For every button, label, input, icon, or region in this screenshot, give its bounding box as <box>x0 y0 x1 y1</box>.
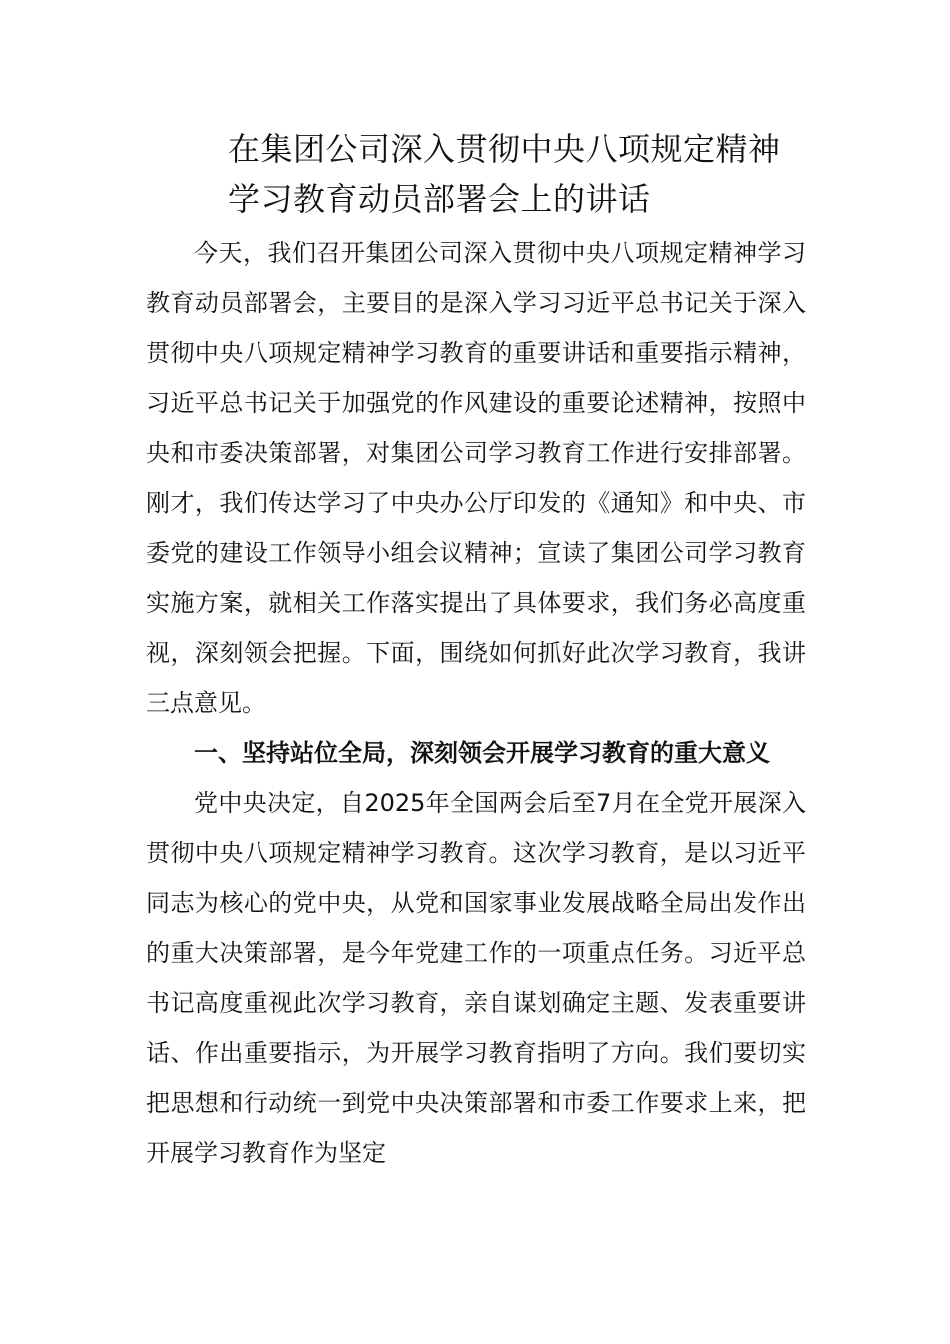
document-title: 在集团公司深入贯彻中央八项规定精神学习教育动员部署会上的讲话 <box>228 130 781 218</box>
section-heading: 一、坚持站位全局，深刻领会开展学习教育的重大意义 <box>194 739 770 767</box>
document-body <box>146 228 806 1178</box>
intro-paragraph: 今天，我们召开集团公司深入贯彻中央八项规定精神学习教育动员部署会，主要目的是深入学习习近平总书记关于深入贯彻中央八项规定精神学习教育的重要讲话和重要指示精神，习近平总书记关于加强党的作风建设的重要论述精神，按照中央和市委决策部署，对集团公司学习教育工作进行安排部署。刚才，我们传达学习了中央办公厅印发的《通知》和中央、市委党的建设工作领导小组会议精神；宣读了集团公司学习教育实施方案，就相关工作落实提出了具体要求，我们务必高度重视，深刻领会把握。下面，围绕如何抓好此次学习教育，我讲三点意见。 <box>146 239 806 717</box>
section-paragraph: 党中央决定，自2025年全国两会后至7月在全党开展深入贯彻中央八项规定精神学习教育。这次学习教育，是以习近平同志为核心的党中央，从党和国家事业发展战略全局出发作出的重大决策部署，是今年党建工作的一项重点任务。习近平总书记高度重视此次学习教育，亲自谋划确定主题、发表重要讲话、作出重要指示，为开展学习教育指明了方向。我们要切实把思想和行动统一到党中央决策部署和市委工作要求上来，把开展学习教育作为坚定 <box>146 789 806 1167</box>
